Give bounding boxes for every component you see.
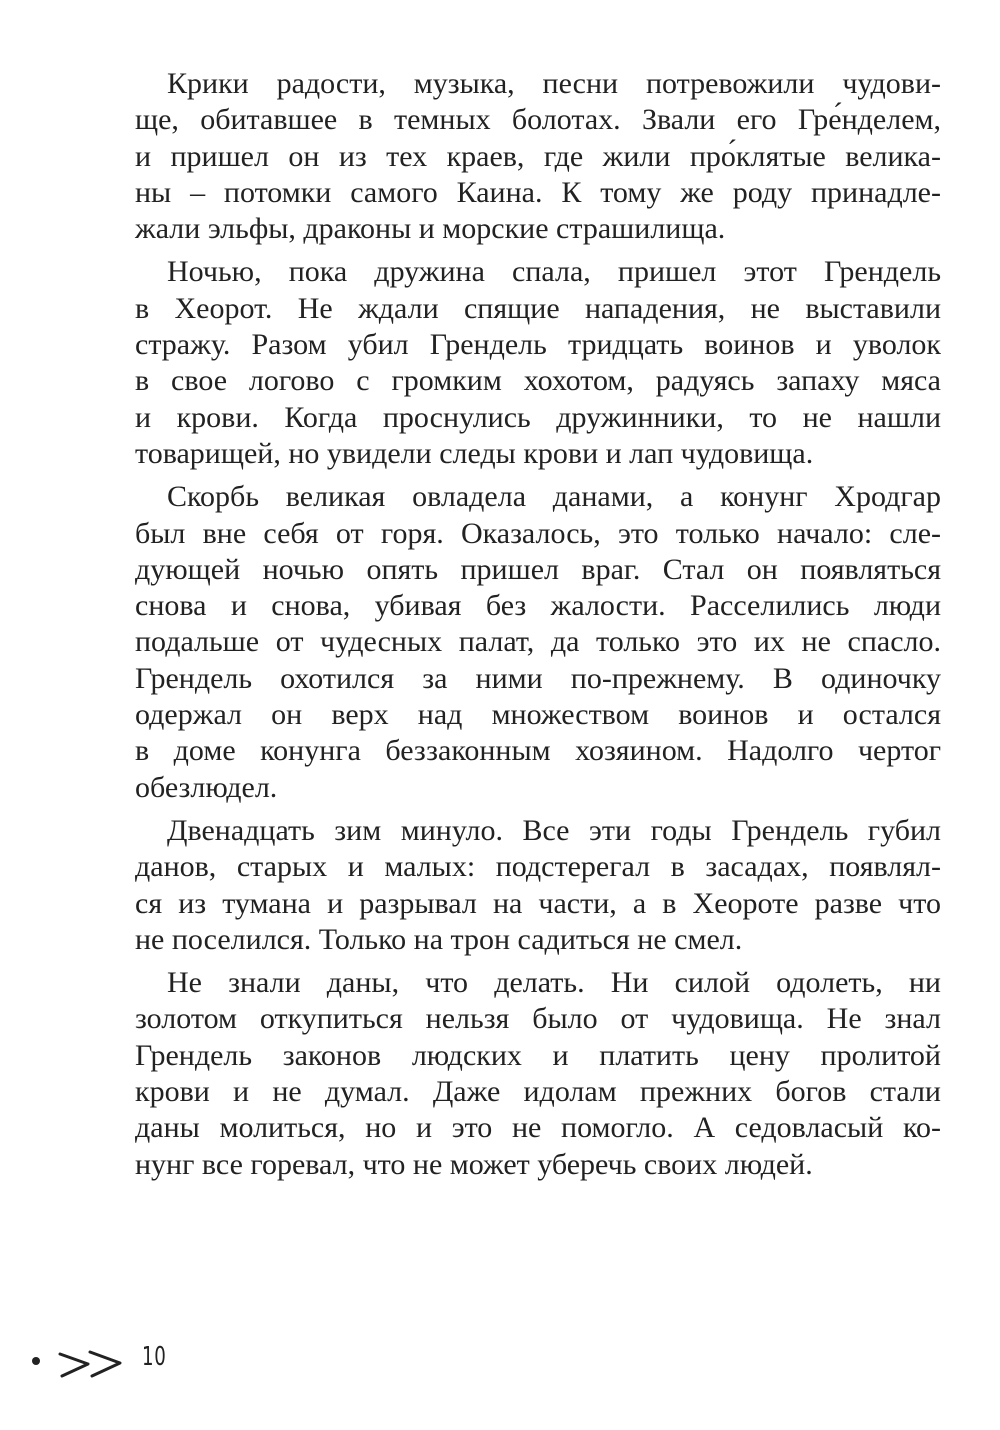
text-line: в доме конунга беззаконным хозяином. Надолго чертог <box>135 734 941 768</box>
text-line: Двенадцать зим минуло. Все эти годы Грендель губил <box>167 813 941 847</box>
text-line: ще, обитавшее в темных болотах. Звали его Гре́нделем, <box>135 103 941 137</box>
page-number: 10 <box>142 1342 167 1372</box>
text-line: нунг все горевал, что не может уберечь своих людей. <box>135 1147 813 1181</box>
text-line: ны – потомки самого Каина. К тому же роду принадле- <box>135 175 941 209</box>
text-line: Крики радости, музыка, песни потревожили чудови- <box>167 67 941 100</box>
text-line: даны молиться, но и это не помогло. А седовласый ко- <box>135 1111 941 1145</box>
text-line: крови и не думал. Даже идолам прежних богов стали <box>135 1075 941 1109</box>
text-line: ся из тумана и разрывал на части, а в Хеороте разве что <box>135 886 941 920</box>
text-line: обезлюдел. <box>135 770 278 804</box>
text-line: Ночью, пока дружина спала, пришел этот Грендель <box>167 255 941 289</box>
text-line: жали эльфы, драконы и морские страшилища. <box>135 212 726 246</box>
text-line: в Хеорот. Не ждали спящие нападения, не выставили <box>135 291 941 325</box>
body-text <box>135 66 941 1190</box>
text-line: был вне себя от горя. Оказалось, это только начало: сле- <box>135 516 941 550</box>
text-line: снова и снова, убивая без жалости. Расселились люди <box>135 589 941 623</box>
paragraph <box>135 66 941 247</box>
paragraph <box>135 479 941 806</box>
page-footer <box>28 1340 228 1380</box>
text-line: золотом откупиться нельзя было от чудовища. Не знал <box>135 1002 941 1036</box>
paragraph <box>135 813 941 958</box>
text-line: в свое логово с громким хохотом, радуясь запаху мяса <box>135 364 941 398</box>
text-line: подальше от чудесных палат, да только это их не спасло. <box>135 625 941 659</box>
paragraph <box>135 254 941 472</box>
text-line: стражу. Разом убил Грендель тридцать воинов и уволок <box>135 328 941 362</box>
text-line: Скорбь великая овладела данами, а конунг Хродгар <box>167 480 941 514</box>
paragraph <box>135 965 941 1183</box>
bullet-dot-icon <box>32 1357 40 1365</box>
text-line: товарищей, но увидели следы крови и лап чудовища. <box>135 436 814 470</box>
text-line: одержал он верх над множеством воинов и остался <box>135 698 941 732</box>
text-line: Не знали даны, что делать. Ни силой одолеть, ни <box>167 966 941 1000</box>
text-line: данов, старых и малых: подстерегал в засадах, появлял- <box>135 850 941 884</box>
text-line: не поселился. Только на трон садиться не смел. <box>135 922 743 956</box>
text-line: Грендель охотился за ними по-прежнему. В одиночку <box>135 661 941 695</box>
double-chevron-right-icon <box>54 1344 134 1380</box>
text-line: Грендель законов людских и платить цену пролитой <box>135 1038 941 1072</box>
text-line: и крови. Когда проснулись дружинники, то не нашли <box>135 400 941 434</box>
text-line: и пришел он из тех краев, где жили про́клятые велика- <box>135 139 941 173</box>
text-line: дующей ночью опять пришел враг. Стал он появляться <box>135 552 941 586</box>
